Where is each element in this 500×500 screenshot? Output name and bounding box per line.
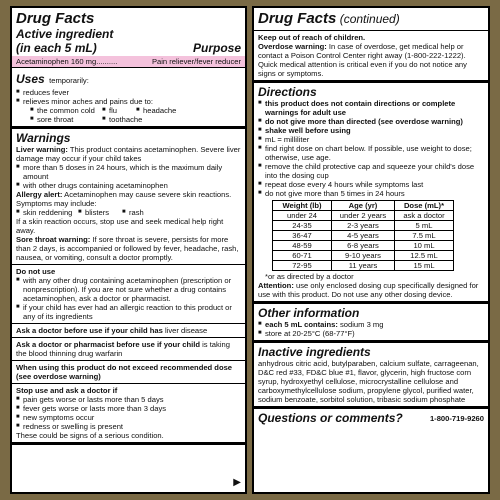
warnings-section: Warnings Liver warning: This product contains acetaminophen. Severe liver damage may occur if your child takes ■ more than 5 doses in 24 hours, which is the maximum daily amount ■ with other drugs containing acetaminophen Allergy alert: Acetaminophen may cause severe skin reactions. Symptoms may include: ■ skin reddening ■ blisters ■ rash If a skin reaction occurs, stop use and seek medical help right away. Sore throat warning: If sore throat is severe, persists for more than 2 days, is accompanied or followed by fever, headache, rash, nausea, or vomiting, consult a doctor promptly. bbox=[12, 129, 245, 265]
list-item: ■ with any other drug containing acetaminophen (prescription or nonprescription). If you are not sure whether a drug contains acetaminophen, ask a doctor or pharmacist. bbox=[16, 276, 241, 303]
list-item: ■ do not give more than 5 times in 24 hours bbox=[258, 189, 484, 198]
stop-use-heading: Stop use and ask a doctor if bbox=[16, 386, 118, 395]
keep-out-section: Keep out of reach of children. Overdose warning: In case of overdose, get medical help or contact a Poison Control Center right away (1-800-222-1222). Quick medical attention is critical even if you do not notice any signs or symptoms. bbox=[254, 31, 488, 83]
inactive-ingredients-heading: Inactive ingredients bbox=[258, 345, 371, 359]
questions-section bbox=[254, 409, 488, 427]
questions-heading: Questions or comments? bbox=[258, 411, 403, 425]
list-item: ■ more than 5 doses in 24 hours, which is the maximum daily amount bbox=[16, 163, 241, 181]
list-item: ■ skin reddening bbox=[16, 208, 74, 217]
panel-title: Drug Facts (continued) bbox=[258, 10, 400, 27]
uses-heading: Uses bbox=[16, 72, 45, 86]
table-row: under 24 under 2 years ask a doctor bbox=[273, 211, 454, 221]
purpose-heading: Purpose bbox=[192, 41, 241, 55]
list-item: ■ shake well before using bbox=[258, 126, 484, 135]
do-not-use-section bbox=[12, 265, 245, 324]
list-item: ■ repeat dose every 4 hours while symptoms last bbox=[258, 180, 484, 189]
other-information-heading: Other information bbox=[258, 306, 360, 320]
list-item: ■ do not give more than directed (see overdose warning) bbox=[258, 117, 484, 126]
list-item: ■ blisters bbox=[78, 208, 118, 217]
list-item: ■ flu bbox=[102, 106, 132, 115]
ask-pharmacist-section: Ask a doctor or pharmacist before use if your child is taking the blood thinning drug warfarin bbox=[12, 338, 245, 361]
table-note: *or as directed by a doctor bbox=[265, 272, 354, 281]
uses-section: Uses temporarily: ■ reduces fever ■ relieves minor aches and pains due to: ■ the common cold ■ flu ■ headache ■ sore throat ■ toothache bbox=[12, 68, 245, 129]
list-item: ■ redness or swelling is present bbox=[16, 422, 241, 431]
list-item: ■ headache bbox=[136, 106, 196, 115]
other-information-section bbox=[254, 304, 488, 343]
ask-doctor-section: Ask a doctor before use if your child has liver disease bbox=[12, 324, 245, 338]
list-item: ■ pain gets worse or lasts more than 5 days bbox=[16, 395, 241, 404]
list-item: ■ relieves minor aches and pains due to: bbox=[16, 97, 241, 106]
table-row: 36-47 4-5 years 7.5 mL bbox=[273, 231, 454, 241]
list-item: ■ each 5 mL contains: sodium 3 mg bbox=[258, 320, 484, 329]
stop-use-section: Stop use and ask a doctor if ■ pain gets worse or lasts more than 5 days ■ fever gets worse or lasts more than 3 days ■ new symptoms occur ■ redness or swelling is present These could be signs of a serious condition. bbox=[12, 384, 245, 445]
continue-arrow-icon: ▶ bbox=[233, 477, 241, 488]
list-item: ■ toothache bbox=[102, 115, 132, 124]
list-item: ■ rash bbox=[122, 208, 162, 217]
list-item: ■ sore throat bbox=[30, 115, 98, 124]
do-not-use-heading: Do not use bbox=[16, 267, 56, 276]
active-ingredient-sub: (in each 5 mL) bbox=[16, 41, 97, 55]
inactive-ingredients-section: Inactive ingredients anhydrous citric acid, butylparaben, calcium sulfate, carrageenan, D&C red #33, FD&C blue #1, flavor, glycerin, high fructose corn syrup, hydroxyethyl cellulose, microcrystalline cellulose and carboxymethylcellulose sodium, propylene glycol, purified water, sodium benzoate, sorbitol solution, tribasic sodium phosphate bbox=[254, 343, 488, 409]
list-item: ■ with other drugs containing acetaminophen bbox=[16, 181, 241, 190]
directions-section: Directions ■ this product does not contain directions or complete warnings for adult use ■ do not give more than directed (see overdose warning) ■ shake well before using ■ mL = milliliter ■ find right dose on chart below. If possible, use weight to dose; otherwise, use age. ■ remove the child protective cap and squeeze your child's dose into the dosing cup ■ repeat dose every 4 hours while symptoms last ■ do not give more than 5 times in 24 hours Weight (lb) Age (yr) Dose (mL)* under 24 under 2 years ask a doctor 24-35 2-3 years 5 mL 36-47 4-5 years 7.5 mL 48-59 6-8 years 10 mL 60-71 9-10 years 12.5 mL 72-95 11 years 15 mL *or as directed by a doctor Attention: use only enclosed dosing cup specifically designed for use with this product. Do not use any other dosing device. bbox=[254, 83, 488, 304]
warnings-heading: Warnings bbox=[16, 131, 71, 145]
questions-phone: 1-800-719-9260 bbox=[429, 413, 484, 423]
table-header: Dose (mL)* bbox=[395, 201, 454, 211]
table-row: 72-95 11 years 15 mL bbox=[273, 261, 454, 271]
header-section bbox=[254, 8, 488, 31]
list-item: ■ this product does not contain directions or complete warnings for adult use bbox=[258, 99, 484, 117]
table-row: 60-71 9-10 years 12.5 mL bbox=[273, 251, 454, 261]
list-item: ■ mL = milliliter bbox=[258, 135, 484, 144]
list-item: ■ reduces fever bbox=[16, 88, 241, 97]
drug-facts-panel-left bbox=[10, 6, 247, 494]
panel-title: Drug Facts bbox=[16, 10, 95, 27]
active-ingredient-heading: Active ingredient bbox=[16, 27, 114, 41]
table-header: Age (yr) bbox=[332, 201, 395, 211]
active-ingredient-line: Acetaminophen 160 mg .......... Pain reliever/fever reducer bbox=[12, 56, 245, 67]
directions-heading: Directions bbox=[258, 85, 317, 99]
list-item: ■ store at 20-25°C (68-77°F) bbox=[258, 329, 484, 338]
drug-facts-panel-right bbox=[252, 6, 490, 494]
table-row: 24-35 2-3 years 5 mL bbox=[273, 221, 454, 231]
dosing-table bbox=[272, 200, 454, 271]
list-item: ■ the common cold bbox=[30, 106, 98, 115]
list-item: ■ remove the child protective cap and squeeze your child's dose into the dosing cup bbox=[258, 162, 484, 180]
list-item: ■ fever gets worse or lasts more than 3 days bbox=[16, 404, 241, 413]
active-ingredient-section bbox=[12, 8, 245, 68]
list-item: ■ new symptoms occur bbox=[16, 413, 241, 422]
list-item: ■ find right dose on chart below. If possible, use weight to dose; otherwise, use age. bbox=[258, 144, 484, 162]
when-using-section: When using this product do not exceed recommended dose (see overdose warning) bbox=[12, 361, 245, 384]
table-header: Weight (lb) bbox=[273, 201, 332, 211]
list-item: ■ if your child has ever had an allergic reaction to this product or any of its ingredients bbox=[16, 303, 241, 321]
table-row: 48-59 6-8 years 10 mL bbox=[273, 241, 454, 251]
